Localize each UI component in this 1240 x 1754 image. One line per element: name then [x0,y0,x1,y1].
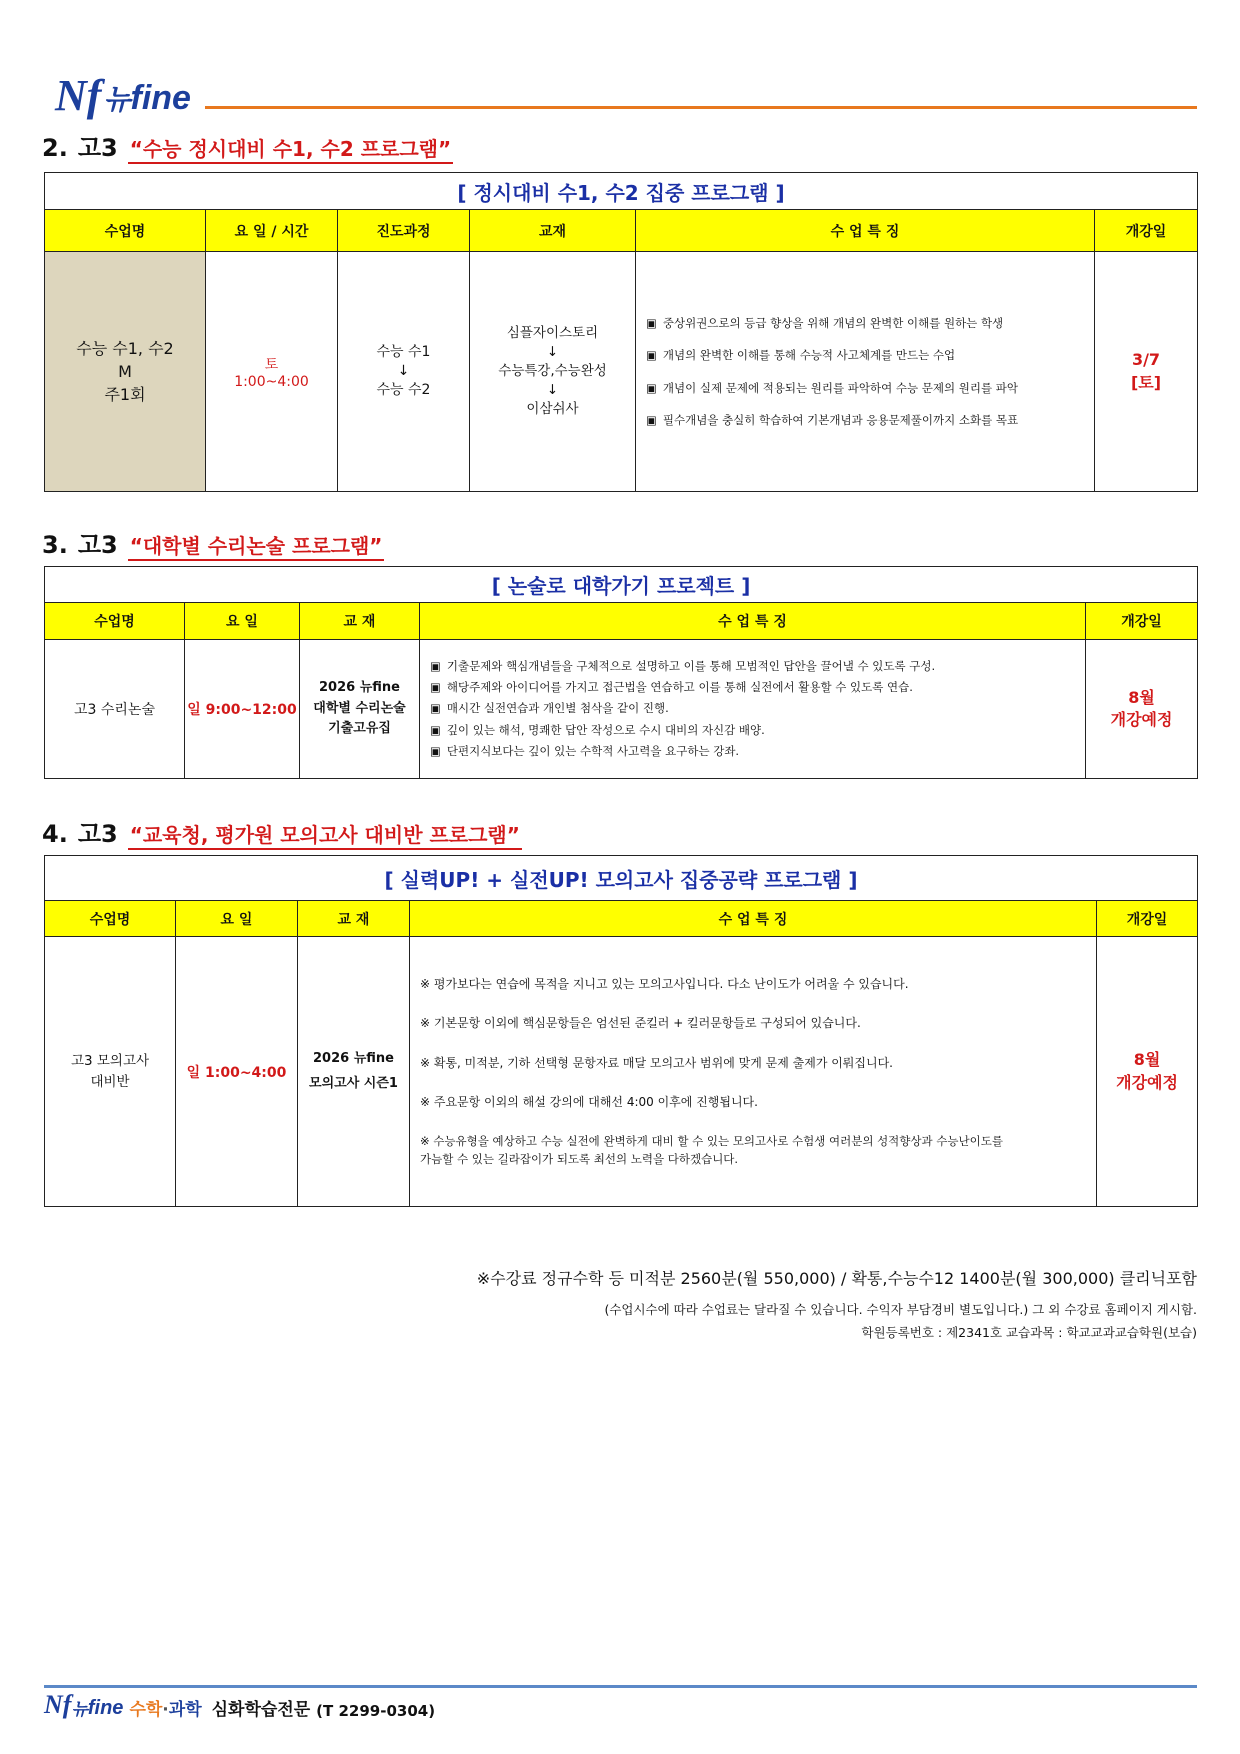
day-cell: 일 1:00~4:00 [176,937,298,1207]
section-title: “대학별 수리논술 프로그램” [128,530,385,561]
logo-nyu: 뉴 [103,83,131,116]
feature-item: ▣ 기출문제와 핵심개념들을 구체적으로 설명하고 이를 통해 모범적인 답안을 끌어낼 수 있도록 구성. [430,656,1085,677]
textbook-line: 심플자이스토리 [506,325,599,342]
feature-item: ▣ 해당주제와 아이디어를 가지고 접근법을 연습하고 이를 통해 실전에서 활용할 수 있도록 연습. [430,677,1085,698]
footer-logo [44,1690,123,1720]
feature-item: ▣ 개념이 실제 문제에 적용되는 원리를 파악하여 수능 문제의 원리를 파악 [646,372,1094,404]
header-textbook: 교 재 [300,603,420,640]
fee-note: (수업시수에 따라 수업료는 달라질 수 있습니다. 수익자 부담경비 별도입니다.) 그 외 수강료 홈페이지 게시함. [604,1302,1197,1317]
section3-title [42,525,384,561]
checkbox-icon: ▣ [430,658,441,673]
textbook-line: 2026 뉴fine [313,1050,394,1066]
footer-bar [44,1690,435,1720]
header-class-name: 수업명 [45,901,176,937]
header-class-name: 수업명 [45,603,185,640]
textbook-line: 수능특강,수능완성 [498,363,607,380]
section2-title [42,128,453,164]
section3-table [44,566,1198,779]
feature-item: ※ 기본문항 이외에 핵심문항들은 엄선된 준킬러 + 킬러문항들로 구성되어 있습니다. [420,1016,861,1031]
checkbox-icon: ▣ [430,680,441,695]
header-features: 수 업 특 징 [410,901,1097,937]
header-day: 요 일 [176,901,298,937]
start-status: 개강예정 [1110,710,1173,729]
logo-nf: Nf [55,71,102,120]
header-class-name: 수업명 [45,210,206,252]
section4-table [44,855,1198,1207]
textbook-line: 모의고사 시즌1 [309,1075,398,1091]
feature-item: ▣ 깊이 있는 해석, 명쾌한 답안 작성으로 수시 대비의 자신감 배양. [430,720,1085,741]
feature-item: ▣ 매시간 실전연습과 개인별 첨삭을 같이 진행. [430,698,1085,719]
section-number: 2. [42,134,68,162]
textbook-line: 기출고유집 [328,721,391,737]
class-name-line: 수능 수1, 수2 [76,338,174,358]
fee-info: ※수강료 정규수학 등 미적분 2560분(월 550,000) / 확통,수능수12 1400분(월 300,000) 클리닉포함 [476,1269,1197,1288]
class-name-cell [45,252,206,492]
section2-banner: [ 정시대비 수1, 수2 집중 프로그램 ] [45,173,1198,210]
textbook-line: 2026 뉴fine [319,679,400,695]
header-textbook: 교재 [470,210,636,252]
footer-tagline: 심화학습전문 [211,1700,311,1720]
start-date-cell [1097,937,1198,1207]
section4-banner: [ 실력UP! + 실전UP! 모의고사 집중공략 프로그램 ] [45,856,1198,901]
progress-line: 수능 수2 [376,381,431,398]
header-start-date: 개강일 [1086,603,1198,640]
feature-item: ※ 수능유형을 예상하고 수능 실전에 완벽하게 대비 할 수 있는 모의고사로 수험생 여러분의 성적향상과 수능난이도를 [420,1133,1003,1148]
header-start-date: 개강일 [1097,901,1198,937]
feature-item: ▣ 필수개념을 충실히 학습하여 기본개념과 응용문제풀이까지 소화를 목표 [646,404,1094,436]
day-cell: 일 9:00~12:00 [185,640,300,779]
section2-table [44,172,1198,492]
section3-banner: [ 논술로 대학가기 프로젝트 ] [45,567,1198,603]
footer-subject-math: 수학 [129,1700,163,1720]
section-number: 4. [42,820,68,848]
checkbox-icon: ▣ [430,722,441,737]
footer-subject-dot: · [162,1700,169,1720]
section4-title [42,814,522,850]
header-day: 요 일 [185,603,300,640]
checkbox-icon: ▣ [430,743,441,758]
checkbox-icon: ▣ [430,701,441,716]
checkbox-icon: ▣ [646,380,657,395]
class-name-line: 고3 모의고사 [70,1053,150,1070]
logo-fine: fine [87,1697,124,1719]
textbook-line: 이삼쉬사 [526,400,579,417]
feature-item: ※ 평가보다는 연습에 목적을 지니고 있는 모의고사입니다. 다소 난이도가 어려울 수 있습니다. [420,976,909,991]
logo-fine: fine [130,79,191,117]
header-features: 수 업 특 징 [636,210,1095,252]
start-date: 8월 [1128,687,1155,707]
feature-item: 가늠할 수 있는 길라잡이가 되도록 최선의 노력을 다하겠습니다. [420,1151,739,1166]
header-day-time: 요 일 / 시간 [206,210,338,252]
down-arrow-icon: ↓ [546,381,559,398]
features-cell [636,252,1095,492]
feature-item: ▣ 단편지식보다는 깊이 있는 수학적 사고력을 요구하는 강좌. [430,741,1085,762]
textbook-line: 대학별 수리논술 [313,700,406,716]
section-title: “교육청, 평가원 모의고사 대비반 프로그램” [128,819,522,850]
section-grade: 고3 [77,820,118,848]
down-arrow-icon: ↓ [546,344,559,361]
textbook-cell [300,640,420,779]
start-date: 3/7 [1131,350,1161,370]
registration-info: 학원등록번호 : 제2341호 교습과목 : 학교교과교습학원(보습) [861,1325,1197,1340]
logo-nf: Nf [44,1690,72,1719]
footer-divider [44,1685,1197,1688]
start-date: 8월 [1133,1050,1161,1070]
class-name-line: 대비반 [90,1073,130,1090]
features-cell [410,937,1097,1207]
feature-item: ※ 주요문항 이외의 해설 강의에 대해선 4:00 이후에 진행됩니다. [420,1095,758,1110]
footer-subject-sci: 과학 [168,1700,202,1720]
features-cell [420,640,1086,779]
class-name-line: M [118,361,132,381]
header-progress: 진도과정 [338,210,470,252]
day-time-cell [206,252,338,492]
logo-nyu: 뉴 [71,1700,88,1720]
class-name-line: 주1회 [104,385,146,405]
checkbox-icon: ▣ [646,412,657,427]
progress-line: 수능 수1 [376,344,431,361]
class-name-cell [45,937,176,1207]
section-title: “수능 정시대비 수1, 수2 프로그램” [128,133,453,164]
textbook-cell [298,937,410,1207]
start-status: 개강예정 [1116,1072,1178,1092]
section-number: 3. [42,531,68,559]
start-date-cell [1086,640,1198,779]
checkbox-icon: ▣ [646,348,657,363]
checkbox-icon: ▣ [646,316,657,331]
time-label: 1:00~4:00 [234,373,309,390]
header-logo [55,60,191,118]
feature-item: ※ 확통, 미적분, 기하 선택형 문항자료 매달 모의고사 범위에 맞게 문제 출제가 이뤄집니다. [420,1055,893,1070]
class-name-cell: 고3 수리논술 [45,640,185,779]
footer-phone: (T 2299-0304) [316,1702,436,1720]
header-features: 수 업 특 징 [420,603,1086,640]
start-day: [토] [1130,372,1162,392]
down-arrow-icon: ↓ [397,363,410,380]
progress-cell [338,252,470,492]
header-textbook: 교 재 [298,901,410,937]
header-start-date: 개강일 [1095,210,1198,252]
feature-item: ▣ 개념의 완벽한 이해를 통해 수능적 사고체계를 만드는 수업 [646,339,1094,371]
feature-item: ▣ 중상위권으로의 등급 향상을 위해 개념의 완벽한 이해를 원하는 학생 [646,307,1094,339]
section-grade: 고3 [77,134,118,162]
start-date-cell [1095,252,1198,492]
textbook-cell [470,252,636,492]
day-label: 토 [264,356,279,373]
section-grade: 고3 [77,531,118,559]
header-divider [205,106,1197,109]
